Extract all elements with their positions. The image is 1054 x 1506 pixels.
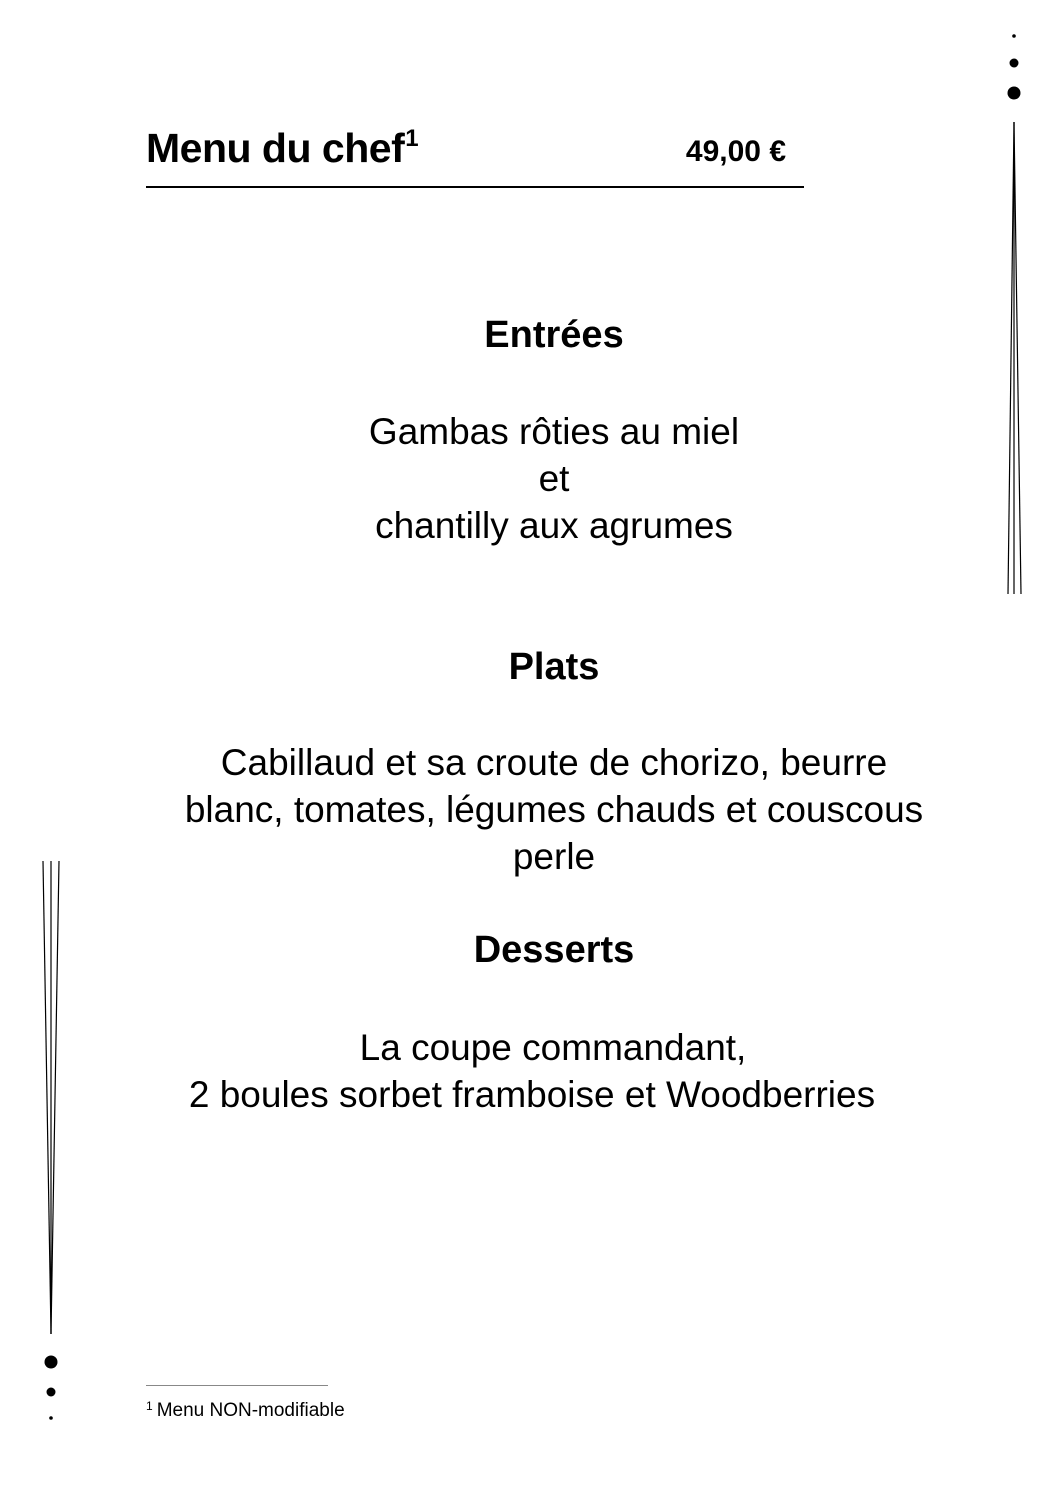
dish-plat-line-3: perle: [512, 836, 596, 877]
title-footnote-mark[interactable]: 1: [405, 125, 419, 152]
dish-plat: [124, 739, 984, 880]
dish-dessert-line-1: La coupe commandant,: [359, 1027, 747, 1068]
footnote-text: Menu NON-modifiable: [156, 1400, 345, 1421]
section-title-desserts: Desserts: [473, 929, 635, 971]
footnote: [146, 1399, 345, 1423]
footnote-divider: [146, 1385, 328, 1386]
dish-entree: [304, 408, 804, 549]
menu-title-text: Menu du chef: [146, 125, 405, 171]
menu-title: [146, 124, 418, 172]
footnote-mark: 1: [146, 1399, 153, 1413]
menu-header: [146, 120, 804, 188]
dish-entree-line-1: Gambas rôties au miel: [368, 411, 740, 452]
bottom-left-ornament: [31, 856, 71, 1426]
section-title-plats: Plats: [508, 646, 600, 688]
dish-dessert-line-2: 2 boules sorbet framboise et Woodberries: [188, 1074, 876, 1115]
dish-entree-line-2: et: [538, 458, 570, 499]
dish-plat-line-2: blanc, tomates, légumes chauds et couscous: [184, 789, 924, 830]
dish-dessert: [132, 1024, 932, 1118]
dish-plat-line-1: Cabillaud et sa croute de chorizo, beurre: [220, 742, 888, 783]
top-right-ornament: [994, 0, 1034, 600]
section-title-entrees: Entrées: [484, 314, 624, 356]
menu-price: 49,00 €: [685, 135, 786, 168]
dish-entree-line-3: chantilly aux agrumes: [375, 505, 733, 546]
